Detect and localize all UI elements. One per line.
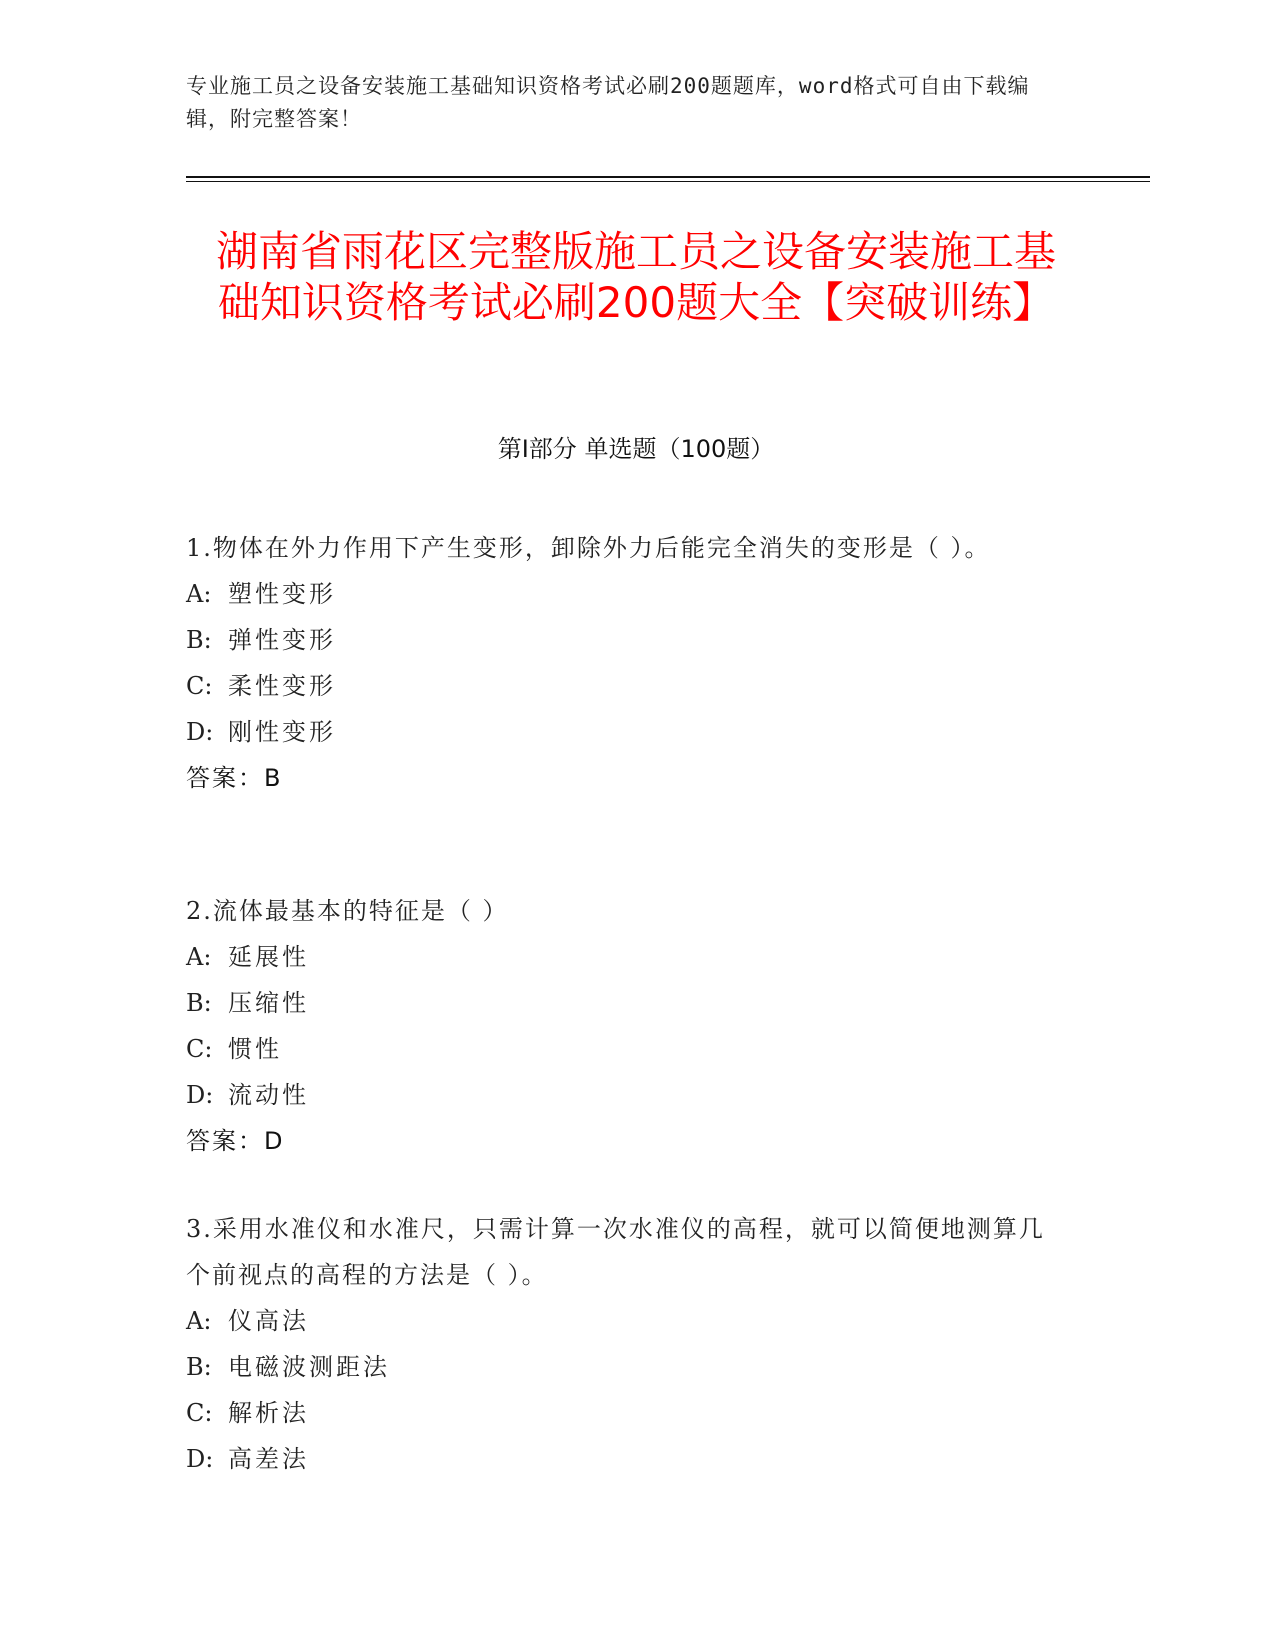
option-c [186,663,1066,709]
option-a [186,1298,1066,1344]
option-key: A: [186,1307,212,1335]
option-c [186,1026,1066,1072]
header-divider-thin [186,181,1150,182]
option-key: C: [186,672,213,700]
option-a [186,571,1066,617]
option-key: D: [186,718,214,746]
option-key: B: [186,626,212,654]
option-text: 高差法 [228,1445,309,1473]
question-stem: 2.流体最基本的特征是（ ） [186,897,509,925]
option-key: B: [186,989,212,1017]
option-d [186,709,1066,755]
option-d [186,1436,1066,1482]
option-key: A: [186,943,212,971]
option-text: 压缩性 [228,989,309,1017]
header-note: 专业施工员之设备安装施工基础知识资格考试必刷200题题库，word格式可自由下载编辑，附完整答案！ [186,74,1030,131]
section-heading: 第Ⅰ部分 单选题（100题） [497,435,775,463]
option-text: 惯性 [228,1035,282,1063]
option-text: 解析法 [228,1399,309,1427]
option-text: 柔性变形 [228,672,336,700]
question-2 [186,888,1066,1164]
option-c [186,1390,1066,1436]
option-key: C: [186,1399,213,1427]
option-text: 塑性变形 [228,580,336,608]
option-text: 弹性变形 [228,626,336,654]
option-b [186,980,1066,1026]
option-text: 流动性 [228,1081,309,1109]
option-key: A: [186,580,212,608]
option-d [186,1072,1066,1118]
header-divider-thick [186,176,1150,178]
option-text: 仪高法 [228,1307,309,1335]
answer-line: 答案：B [186,764,283,792]
option-b [186,1344,1066,1390]
option-text: 延展性 [228,943,309,971]
option-key: B: [186,1353,212,1381]
question-1 [186,525,1066,801]
question-3 [186,1206,1066,1482]
option-text: 电磁波测距法 [228,1353,390,1381]
option-key: D: [186,1445,214,1473]
question-stem: 1.物体在外力作用下产生变形，卸除外力后能完全消失的变形是（ ）。 [186,534,991,562]
option-a [186,934,1066,980]
option-key: D: [186,1081,214,1109]
option-text: 刚性变形 [228,718,336,746]
option-key: C: [186,1035,213,1063]
option-b [186,617,1066,663]
question-stem: 3.采用水准仪和水准尺，只需计算一次水准仪的高程，就可以简便地测算几个前视点的高程的方法是（ ）。 [186,1215,1045,1289]
answer-line: 答案：D [186,1127,285,1155]
document-title: 湖南省雨花区完整版施工员之设备安装施工基础知识资格考试必刷200题大全【突破训练】 [215,227,1056,327]
